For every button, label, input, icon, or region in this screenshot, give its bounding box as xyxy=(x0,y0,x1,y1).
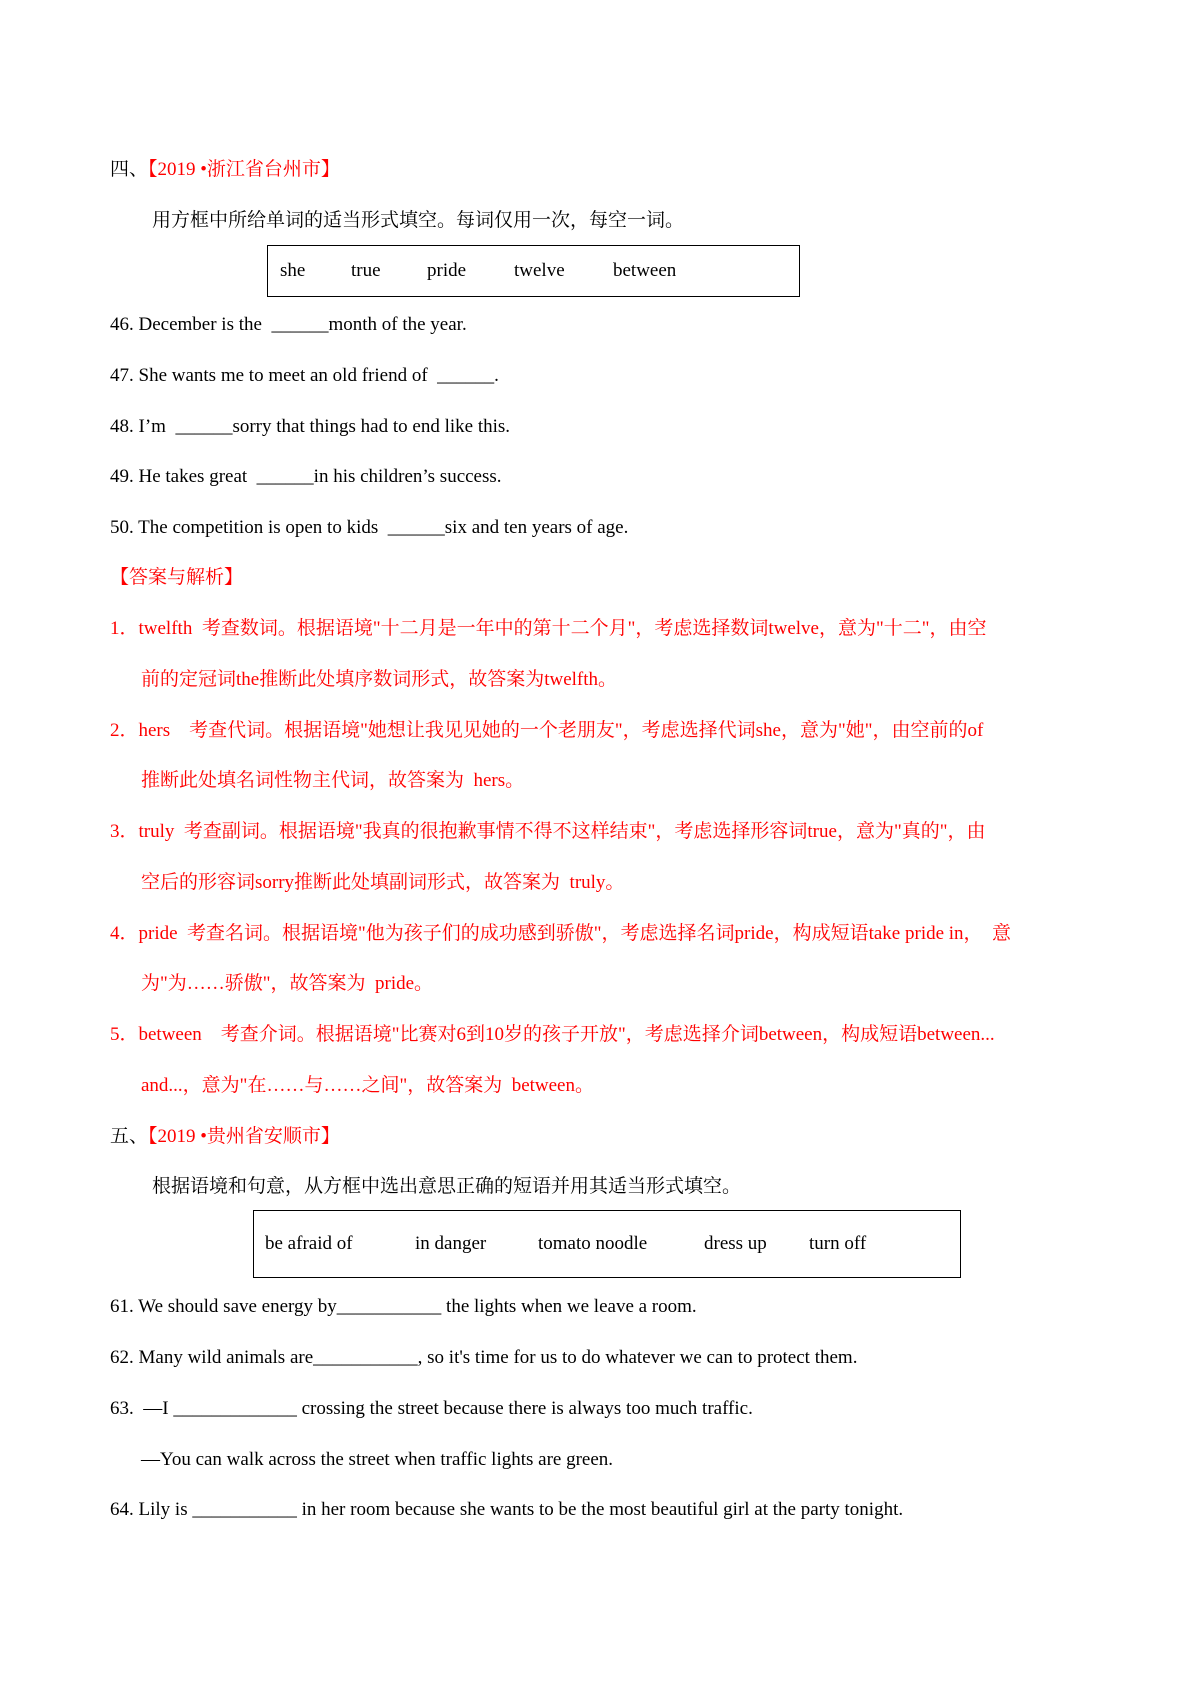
question-text: in his children’s success. xyxy=(313,466,502,487)
answer-blank[interactable]: ______ xyxy=(271,314,329,335)
question-text: 61. We should save energy by xyxy=(110,1296,337,1317)
question-text: 50. The competition is open to kids xyxy=(110,517,388,538)
section-instruction: 根据语境和句意，从方框中选出意思正确的短语并用其适当形式填空。 xyxy=(152,1176,742,1197)
question-text: 47. She wants me to meet an old friend of xyxy=(110,365,438,386)
answer-blank[interactable]: ___________ xyxy=(192,1499,297,1520)
answer-blank[interactable]: ______ xyxy=(387,517,445,538)
word-item: between xyxy=(613,260,677,281)
answer-line: 5．between 考查介词。根据语境"比赛对6到10岁的孩子开放"，考虑选择介词between，构成短语between... xyxy=(110,1024,995,1045)
question-63 xyxy=(110,1396,753,1422)
question-text: in her room because she wants to be the most beautiful girl at the party tonight. xyxy=(296,1499,904,1520)
question-text: month of the year. xyxy=(328,314,467,335)
answer-line: 推断此处填名词性物主代词，故答案为 hers。 xyxy=(141,770,525,791)
word-item: true xyxy=(351,260,381,281)
phrase-item: turn off xyxy=(809,1233,867,1254)
question-text: sorry that things had to end like this. xyxy=(232,416,511,437)
section-source: 【2019 •浙江省台州市】 xyxy=(148,159,340,180)
answer-blank[interactable]: ______ xyxy=(437,365,495,386)
question-text: six and ten years of age. xyxy=(444,517,629,538)
question-text: . xyxy=(494,365,499,386)
section-instruction: 用方框中所给单词的适当形式填空。每词仅用一次，每空一词。 xyxy=(152,210,685,231)
question-50 xyxy=(110,515,628,541)
phrase-item: tomato noodle xyxy=(538,1233,648,1254)
word-item: pride xyxy=(427,260,467,281)
phrase-item: be afraid of xyxy=(265,1233,353,1254)
answer-line: and...，意为"在……与……之间"，故答案为 between。 xyxy=(141,1075,594,1096)
question-62 xyxy=(110,1345,857,1371)
question-text: 46. December is the xyxy=(110,314,272,335)
answer-line: 3．truly 考查副词。根据语境"我真的很抱歉事情不得不这样结束"，考虑选择形容词true，意为"真的"，由 xyxy=(110,821,986,842)
question-text: 63. —I xyxy=(110,1398,174,1419)
question-text: the lights when we leave a room. xyxy=(441,1296,697,1317)
word-item: she xyxy=(280,260,306,281)
answers-heading: 【答案与解析】 xyxy=(110,567,244,588)
question-text: 62. Many wild animals are xyxy=(110,1347,314,1368)
answer-blank[interactable]: ______ xyxy=(175,416,233,437)
answer-line: 为"为……骄傲"，故答案为 pride。 xyxy=(141,973,434,994)
question-text: 49. He takes great xyxy=(110,466,257,487)
question-47 xyxy=(110,363,499,389)
phrase-item: dress up xyxy=(704,1233,767,1254)
question-text: , so it's time for us to do whatever we can to protect them. xyxy=(417,1347,858,1368)
answer-blank[interactable]: _____________ xyxy=(173,1398,297,1419)
phrase-box xyxy=(253,1210,961,1278)
answer-line: 4．pride 考查名词。根据语境"他为孩子们的成功感到骄傲"，考虑选择名词pride，构成短语take pride in， 意 xyxy=(110,923,1012,944)
question-49 xyxy=(110,464,502,490)
question-46 xyxy=(110,312,467,338)
question-text: 48. I’m xyxy=(110,416,176,437)
section-number: 四、 xyxy=(110,159,149,180)
word-box xyxy=(267,245,800,297)
question-text: —You can walk across the street when traffic lights are green. xyxy=(141,1449,614,1470)
question-text: crossing the street because there is always too much traffic. xyxy=(296,1398,753,1419)
section-number: 五、 xyxy=(110,1126,149,1147)
phrase-item: in danger xyxy=(415,1233,487,1254)
section-5-heading xyxy=(110,1124,340,1150)
answer-line: 2．hers 考查代词。根据语境"她想让我见见她的一个老朋友"，考虑选择代词she，意为"她"，由空前的of xyxy=(110,720,984,741)
question-61 xyxy=(110,1294,697,1320)
section-source: 【2019 •贵州省安顺市】 xyxy=(148,1126,340,1147)
word-item: twelve xyxy=(514,260,565,281)
answer-line: 1．twelfth 考查数词。根据语境"十二月是一年中的第十二个月"，考虑选择数词twelve，意为"十二"，由空 xyxy=(110,618,987,639)
question-text: 64. Lily is xyxy=(110,1499,193,1520)
answer-blank[interactable]: ___________ xyxy=(313,1347,418,1368)
answer-blank[interactable]: ___________ xyxy=(336,1296,442,1317)
section-4-heading xyxy=(110,157,340,183)
answer-line: 前的定冠词the推断此处填序数词形式，故答案为twelfth。 xyxy=(141,669,618,690)
answer-line: 空后的形容词sorry推断此处填副词形式，故答案为 truly。 xyxy=(141,872,625,893)
question-48 xyxy=(110,414,510,440)
question-64 xyxy=(110,1497,903,1523)
answer-blank[interactable]: ______ xyxy=(256,466,314,487)
question-63-reply xyxy=(141,1447,613,1473)
